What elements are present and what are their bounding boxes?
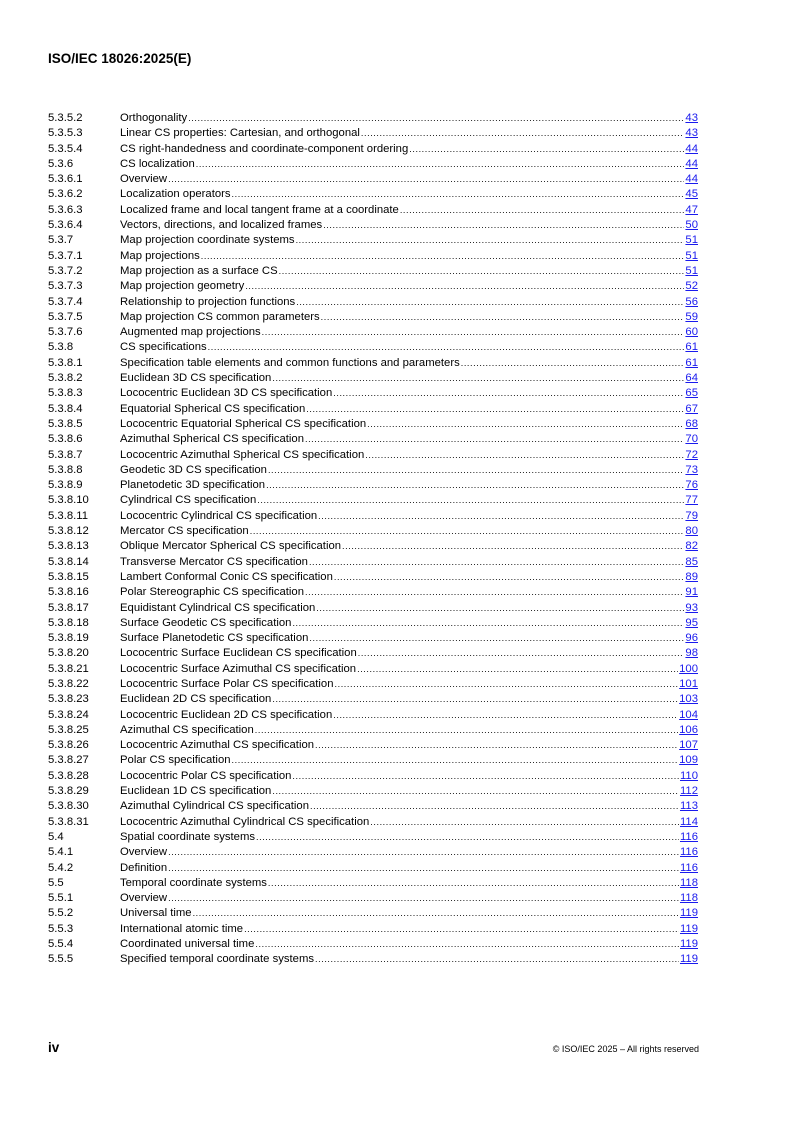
toc-section-number: 5.3.7.3: [48, 280, 83, 293]
toc-section-title: Specified temporal coordinate systems: [120, 953, 315, 966]
toc-entry[interactable]: [48, 830, 698, 845]
toc-section-title: Localized frame and local tangent frame at a coordinate: [120, 203, 399, 216]
toc-section-title: Orthogonality: [120, 112, 188, 124]
toc-section-title: Lambert Conformal Conic CS specification: [120, 570, 333, 583]
toc-section-number: 5.3.8.8: [48, 463, 83, 476]
toc-dot-leader: [305, 585, 684, 600]
toc-entry[interactable]: [48, 340, 698, 355]
toc-entry[interactable]: [48, 356, 698, 371]
toc-section-title: International atomic time: [120, 922, 244, 935]
toc-section-number: 5.3.8.25: [48, 723, 89, 736]
toc-entry[interactable]: [48, 509, 698, 524]
table-of-contents: [48, 111, 698, 968]
toc-section-number: 5.3.8.5: [48, 417, 83, 430]
toc-page-link[interactable]: 101: [679, 677, 698, 690]
toc-page-link[interactable]: 116: [679, 846, 698, 859]
toc-section-number: 5.3.8.2: [48, 372, 83, 385]
toc-section-number: 5.3.8.30: [48, 800, 89, 813]
toc-entry[interactable]: [48, 646, 698, 661]
toc-section-title: Surface Planetodetic CS specification: [120, 632, 309, 645]
toc-section-number: 5.3.5.2: [48, 112, 83, 124]
toc-dot-leader: [292, 616, 684, 631]
toc-section-number: 5.4.2: [48, 861, 74, 874]
toc-dot-leader: [316, 601, 684, 616]
toc-page-link[interactable]: 80: [685, 525, 698, 538]
toc-section-number: 5.5.1: [48, 892, 74, 905]
toc-page-link[interactable]: 59: [685, 310, 698, 323]
toc-dot-leader: [272, 692, 678, 707]
toc-entry[interactable]: [48, 753, 698, 768]
toc-section-number: 5.3.8.18: [48, 616, 89, 629]
toc-page-link[interactable]: 61: [685, 356, 698, 369]
toc-entry[interactable]: [48, 524, 698, 539]
toc-section-title: Universal time: [120, 907, 192, 920]
toc-entry[interactable]: [48, 723, 698, 738]
toc-section-number: 5.3.8.23: [48, 693, 89, 706]
toc-section-title: Equatorial Spherical CS specification: [120, 402, 306, 415]
toc-section-title: Lococentric Euclidean 3D CS specification: [120, 387, 333, 400]
toc-dot-leader: [193, 906, 679, 921]
toc-entry[interactable]: [48, 478, 698, 493]
toc-entry[interactable]: [48, 952, 698, 967]
toc-dot-leader: [272, 371, 684, 386]
toc-entry[interactable]: [48, 463, 698, 478]
toc-page-link[interactable]: 119: [679, 922, 698, 935]
toc-page-link[interactable]: 51: [685, 234, 698, 247]
toc-entry[interactable]: [48, 233, 698, 248]
toc-page-link[interactable]: 65: [685, 387, 698, 400]
toc-entry[interactable]: [48, 310, 698, 325]
toc-section-title: Oblique Mercator Spherical CS specification: [120, 540, 342, 553]
toc-page-link[interactable]: 43: [685, 112, 698, 124]
toc-section-number: 5.3.8.24: [48, 708, 89, 721]
toc-section-number: 5.3.8.19: [48, 632, 89, 645]
toc-page-link[interactable]: 44: [685, 173, 698, 186]
toc-section-number: 5.3.8.7: [48, 448, 83, 461]
toc-page-link[interactable]: 109: [679, 754, 698, 767]
toc-section-title: Cylindrical CS specification: [120, 494, 257, 507]
toc-dot-leader: [255, 723, 678, 738]
toc-page-link[interactable]: 64: [685, 372, 698, 385]
toc-section-title: Surface Geodetic CS specification: [120, 616, 292, 629]
toc-entry[interactable]: [48, 570, 698, 585]
toc-dot-leader: [244, 922, 679, 937]
toc-page-link[interactable]: 104: [679, 708, 698, 721]
toc-section-number: 5.3.8.26: [48, 739, 89, 752]
toc-entry[interactable]: [48, 111, 698, 126]
toc-dot-leader: [272, 784, 679, 799]
page-footer: [48, 1040, 699, 1055]
toc-dot-leader: [367, 417, 684, 432]
toc-section-title: CS specifications: [120, 341, 207, 354]
toc-dot-leader: [292, 769, 679, 784]
toc-section-title: Lococentric Equatorial Spherical CS specification: [120, 417, 367, 430]
toc-entry[interactable]: [48, 922, 698, 937]
toc-page-link[interactable]: 100: [679, 662, 698, 675]
toc-entry[interactable]: [48, 172, 698, 187]
toc-dot-leader: [232, 187, 685, 202]
toc-dot-leader: [255, 937, 679, 952]
toc-page-link[interactable]: 96: [685, 632, 698, 645]
toc-dot-leader: [315, 738, 678, 753]
toc-section-number: 5.3.7.2: [48, 264, 83, 277]
toc-page-link[interactable]: 85: [685, 555, 698, 568]
toc-dot-leader: [323, 218, 684, 233]
toc-dot-leader: [232, 753, 679, 768]
toc-section-number: 5.3.8.17: [48, 601, 89, 614]
toc-section-number: 5.3.7.4: [48, 295, 83, 308]
toc-section-title: Map projection as a surface CS: [120, 264, 278, 277]
toc-entry[interactable]: [48, 157, 698, 172]
toc-section-number: 5.3.8.20: [48, 647, 89, 660]
toc-dot-leader: [334, 570, 685, 585]
toc-page-link[interactable]: 119: [679, 953, 698, 966]
toc-section-title: Localization operators: [120, 188, 231, 201]
toc-section-title: Planetodetic 3D specification: [120, 479, 266, 492]
toc-entry[interactable]: [48, 218, 698, 233]
toc-dot-leader: [461, 356, 685, 371]
toc-entry[interactable]: [48, 891, 698, 906]
toc-section-number: 5.3.5.4: [48, 142, 83, 155]
toc-entry[interactable]: [48, 371, 698, 386]
toc-page-link[interactable]: 107: [679, 739, 698, 752]
toc-section-number: 5.3.5.3: [48, 127, 83, 140]
toc-section-title: Azimuthal Spherical CS specification: [120, 433, 304, 446]
toc-entry[interactable]: [48, 601, 698, 616]
toc-dot-leader: [250, 524, 685, 539]
toc-section-number: 5.3.7.6: [48, 326, 83, 339]
toc-dot-leader: [365, 448, 684, 463]
toc-page-link[interactable]: 118: [679, 876, 698, 889]
toc-section-number: 5.3.6: [48, 157, 74, 170]
toc-entry[interactable]: [48, 845, 698, 860]
toc-entry[interactable]: [48, 203, 698, 218]
toc-entry[interactable]: [48, 769, 698, 784]
toc-dot-leader: [168, 845, 679, 860]
toc-section-title: Lococentric Surface Azimuthal CS specification: [120, 662, 357, 675]
toc-dot-leader: [296, 295, 684, 310]
toc-dot-leader: [168, 891, 679, 906]
toc-page-link[interactable]: 114: [679, 815, 698, 828]
toc-dot-leader: [321, 310, 685, 325]
toc-section-number: 5.3.8.28: [48, 769, 89, 782]
toc-page-link[interactable]: 119: [679, 938, 698, 951]
toc-section-title: Vectors, directions, and localized frames: [120, 219, 323, 232]
toc-section-number: 5.5.3: [48, 922, 74, 935]
toc-section-title: Relationship to projection functions: [120, 295, 296, 308]
toc-entry[interactable]: [48, 432, 698, 447]
toc-page-link[interactable]: 67: [685, 402, 698, 415]
toc-page-link[interactable]: 82: [685, 540, 698, 553]
toc-entry[interactable]: [48, 386, 698, 401]
toc-dot-leader: [309, 631, 684, 646]
toc-entry[interactable]: [48, 249, 698, 264]
toc-dot-leader: [305, 432, 684, 447]
toc-dot-leader: [358, 646, 685, 661]
toc-section-number: 5.3.8.21: [48, 662, 89, 675]
toc-dot-leader: [268, 876, 679, 891]
toc-dot-leader: [315, 952, 679, 967]
toc-entry[interactable]: [48, 876, 698, 891]
toc-section-title: Lococentric Azimuthal Spherical CS specification: [120, 448, 365, 461]
toc-entry[interactable]: [48, 677, 698, 692]
toc-entry[interactable]: [48, 279, 698, 294]
toc-section-number: 5.3.6.4: [48, 219, 83, 232]
toc-entry[interactable]: [48, 126, 698, 141]
toc-section-title: Azimuthal CS specification: [120, 723, 254, 736]
toc-section-number: 5.3.8.3: [48, 387, 83, 400]
toc-dot-leader: [333, 386, 684, 401]
toc-section-number: 5.3.8.10: [48, 494, 89, 507]
toc-dot-leader: [168, 861, 679, 876]
toc-section-title: CS right-handedness and coordinate-component ordering: [120, 142, 409, 155]
toc-dot-leader: [310, 799, 679, 814]
toc-section-title: Lococentric Azimuthal Cylindrical CS specification: [120, 815, 370, 828]
toc-page-link[interactable]: 118: [679, 892, 698, 905]
toc-page-link[interactable]: 70: [685, 433, 698, 446]
toc-dot-leader: [409, 142, 684, 157]
toc-entry[interactable]: [48, 616, 698, 631]
toc-dot-leader: [262, 325, 685, 340]
toc-section-title: Polar Stereographic CS specification: [120, 586, 304, 599]
toc-section-title: Overview: [120, 173, 168, 186]
toc-page-link[interactable]: 43: [685, 127, 698, 140]
toc-entry[interactable]: [48, 708, 698, 723]
toc-dot-leader: [361, 126, 685, 141]
toc-entry[interactable]: [48, 448, 698, 463]
toc-section-title: Equidistant Cylindrical CS specification: [120, 601, 316, 614]
toc-page-link[interactable]: 47: [685, 203, 698, 216]
toc-section-title: Lococentric Polar CS specification: [120, 769, 292, 782]
toc-entry[interactable]: [48, 692, 698, 707]
toc-dot-leader: [357, 662, 678, 677]
toc-entry[interactable]: [48, 325, 698, 340]
toc-section-title: Overview: [120, 892, 168, 905]
toc-section-number: 5.3.7: [48, 234, 74, 247]
toc-entry[interactable]: [48, 662, 698, 677]
toc-section-number: 5.3.8.4: [48, 402, 83, 415]
toc-dot-leader: [268, 463, 684, 478]
toc-section-title: Map projections: [120, 249, 200, 262]
toc-section-number: 5.3.8.31: [48, 815, 89, 828]
toc-page-link[interactable]: 45: [685, 188, 698, 201]
toc-section-title: Lococentric Surface Euclidean CS specification: [120, 647, 357, 660]
toc-section-title: Azimuthal Cylindrical CS specification: [120, 800, 309, 813]
toc-page-link[interactable]: 72: [685, 448, 698, 461]
toc-section-title: Polar CS specification: [120, 754, 231, 767]
toc-section-title: Lococentric Surface Polar CS specification: [120, 677, 334, 690]
toc-page-link[interactable]: 44: [685, 142, 698, 155]
toc-section-title: Map projection geometry: [120, 280, 245, 293]
toc-page-link[interactable]: 91: [685, 586, 698, 599]
toc-section-number: 5.3.8.16: [48, 586, 89, 599]
toc-section-title: Augmented map projections: [120, 326, 261, 339]
toc-section-title: CS localization: [120, 157, 195, 170]
toc-section-number: 5.5.5: [48, 953, 74, 966]
toc-section-number: 5.3.8.11: [48, 509, 88, 522]
document-header: ISO/IEC 18026:2025(E): [48, 51, 192, 66]
toc-section-title: Overview: [120, 846, 168, 859]
toc-dot-leader: [196, 157, 685, 172]
toc-dot-leader: [333, 708, 678, 723]
toc-page-link[interactable]: 73: [685, 463, 698, 476]
toc-dot-leader: [309, 555, 684, 570]
toc-section-title: Linear CS properties: Cartesian, and orthogonal: [120, 127, 360, 140]
toc-dot-leader: [370, 815, 679, 830]
toc-entry[interactable]: [48, 906, 698, 921]
toc-page-link[interactable]: 106: [679, 723, 698, 736]
toc-entry[interactable]: [48, 493, 698, 508]
toc-dot-leader: [208, 340, 685, 355]
toc-entry[interactable]: [48, 417, 698, 432]
toc-section-title: Euclidean 3D CS specification: [120, 372, 272, 385]
toc-dot-leader: [279, 264, 685, 279]
toc-section-number: 5.3.6.2: [48, 188, 83, 201]
toc-page-link[interactable]: 77: [685, 494, 698, 507]
toc-section-number: 5.3.7.1: [48, 249, 83, 262]
toc-section-title: Lococentric Euclidean 2D CS specification: [120, 708, 333, 721]
toc-page-link[interactable]: 61: [685, 341, 698, 354]
toc-section-title: Coordinated universal time: [120, 938, 255, 951]
toc-page-link[interactable]: 116: [679, 861, 698, 874]
toc-section-title: Transverse Mercator CS specification: [120, 555, 308, 568]
toc-entry[interactable]: [48, 937, 698, 952]
toc-entry[interactable]: [48, 402, 698, 417]
toc-page-link[interactable]: 113: [679, 800, 698, 813]
toc-page-link[interactable]: 60: [685, 326, 698, 339]
toc-page-link[interactable]: 76: [685, 479, 698, 492]
toc-section-number: 5.5: [48, 876, 64, 889]
page-number: iv: [48, 1040, 60, 1055]
toc-section-title: Map projection coordinate systems: [120, 234, 295, 247]
toc-page-link[interactable]: 89: [685, 570, 698, 583]
toc-dot-leader: [245, 279, 684, 294]
toc-section-title: Spatial coordinate systems: [120, 830, 255, 843]
toc-section-number: 5.3.8.14: [48, 555, 89, 568]
toc-section-number: 5.3.8.6: [48, 433, 83, 446]
toc-page-link[interactable]: 52: [685, 280, 698, 293]
toc-dot-leader: [266, 478, 684, 493]
toc-section-number: 5.3.8.12: [48, 525, 89, 538]
toc-page-link[interactable]: 44: [685, 157, 698, 170]
toc-entry[interactable]: [48, 264, 698, 279]
toc-page-link[interactable]: 98: [685, 647, 698, 660]
toc-entry[interactable]: [48, 631, 698, 646]
toc-dot-leader: [335, 677, 679, 692]
toc-entry[interactable]: [48, 738, 698, 753]
toc-section-number: 5.4.1: [48, 846, 74, 859]
toc-entry[interactable]: [48, 784, 698, 799]
toc-entry[interactable]: [48, 585, 698, 600]
toc-page-link[interactable]: 51: [685, 249, 698, 262]
toc-dot-leader: [201, 249, 685, 264]
toc-section-number: 5.3.6.3: [48, 203, 83, 216]
toc-entry[interactable]: [48, 142, 698, 157]
toc-section-number: 5.3.8.9: [48, 479, 83, 492]
toc-page-link[interactable]: 110: [679, 769, 698, 782]
toc-entry[interactable]: [48, 799, 698, 814]
toc-section-number: 5.3.8.15: [48, 570, 89, 583]
toc-section-title: Mercator CS specification: [120, 525, 249, 538]
toc-section-title: Definition: [120, 861, 168, 874]
toc-dot-leader: [296, 233, 685, 248]
toc-dot-leader: [256, 830, 679, 845]
toc-page-link[interactable]: 79: [685, 509, 698, 522]
toc-page-link[interactable]: 116: [679, 830, 698, 843]
toc-section-number: 5.3.8.27: [48, 754, 89, 767]
toc-entry[interactable]: [48, 295, 698, 310]
toc-section-title: Euclidean 2D CS specification: [120, 693, 272, 706]
toc-page-link[interactable]: 51: [685, 264, 698, 277]
toc-section-number: 5.3.8: [48, 341, 74, 354]
toc-section-title: Euclidean 1D CS specification: [120, 785, 272, 798]
toc-section-title: Temporal coordinate systems: [120, 876, 267, 889]
toc-section-number: 5.5.2: [48, 907, 74, 920]
toc-section-number: 5.3.8.22: [48, 677, 89, 690]
toc-entry[interactable]: [48, 187, 698, 202]
toc-section-number: 5.3.8.29: [48, 785, 89, 798]
toc-page-link[interactable]: 112: [679, 785, 698, 798]
toc-dot-leader: [400, 203, 685, 218]
toc-entry[interactable]: [48, 861, 698, 876]
toc-page-link[interactable]: 119: [679, 907, 698, 920]
toc-dot-leader: [188, 111, 684, 126]
toc-page-link[interactable]: 93: [685, 601, 698, 614]
toc-section-number: 5.3.7.5: [48, 310, 83, 323]
toc-section-title: Lococentric Azimuthal CS specification: [120, 739, 315, 752]
toc-dot-leader: [342, 539, 684, 554]
toc-entry[interactable]: [48, 815, 698, 830]
toc-dot-leader: [168, 172, 684, 187]
toc-section-number: 5.4: [48, 830, 64, 843]
toc-page-link[interactable]: 50: [685, 219, 698, 232]
toc-section-title: Map projection CS common parameters: [120, 310, 320, 323]
toc-section-number: 5.3.8.13: [48, 540, 89, 553]
toc-dot-leader: [306, 402, 684, 417]
toc-entry[interactable]: [48, 539, 698, 554]
toc-dot-leader: [257, 493, 684, 508]
toc-page-link[interactable]: 56: [685, 295, 698, 308]
toc-section-number: 5.5.4: [48, 938, 74, 951]
toc-page-link[interactable]: 95: [685, 616, 698, 629]
copyright-notice: © ISO/IEC 2025 – All rights reserved: [552, 1044, 699, 1054]
toc-section-title: Lococentric Cylindrical CS specification: [120, 509, 318, 522]
toc-page-link[interactable]: 68: [685, 417, 698, 430]
toc-section-title: Geodetic 3D CS specification: [120, 463, 267, 476]
toc-dot-leader: [318, 509, 684, 524]
toc-entry[interactable]: [48, 555, 698, 570]
toc-page-link[interactable]: 103: [679, 693, 698, 706]
toc-section-number: 5.3.8.1: [48, 356, 83, 369]
toc-section-number: 5.3.6.1: [48, 173, 83, 186]
toc-section-title: Specification table elements and common functions and parameters: [120, 356, 460, 369]
